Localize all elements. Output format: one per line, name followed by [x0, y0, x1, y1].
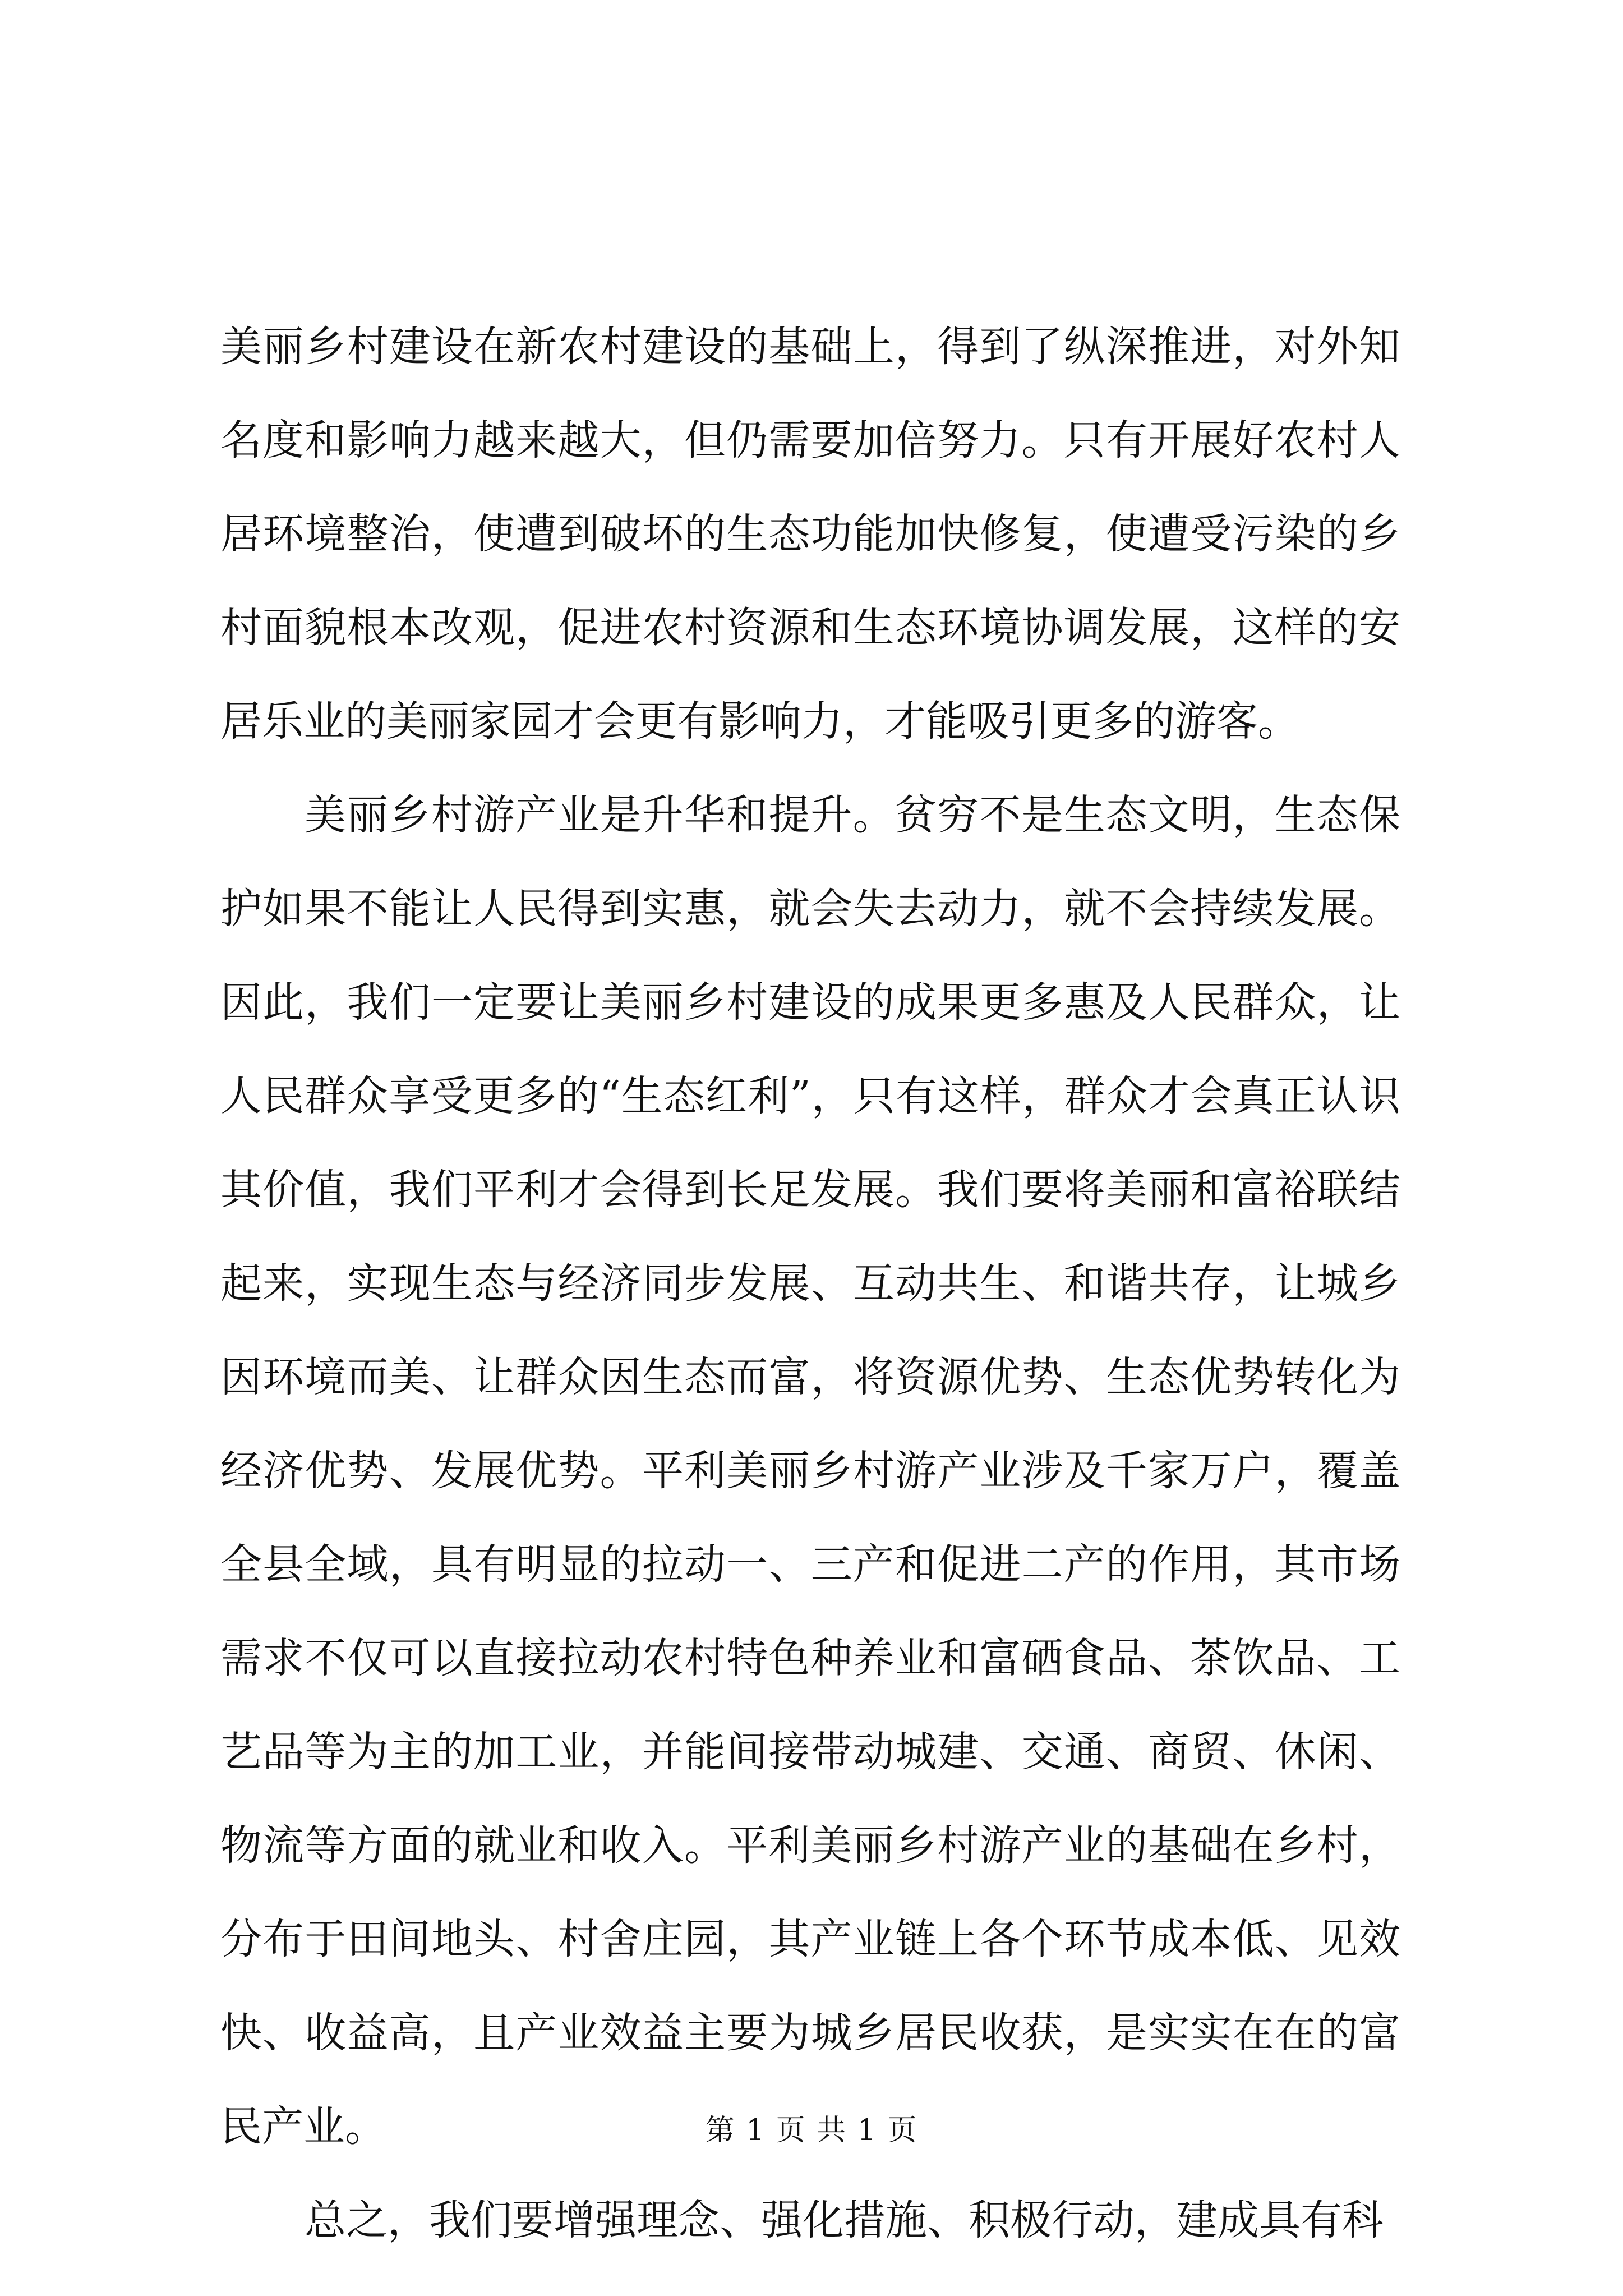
paragraph-1: 美丽乡村建设在新农村建设的基础上，得到了纵深推进，对外知名度和影响力越来越大，但仍需要加倍努力。只有开展好农村人居环境整治，使遭到破坏的生态功能加快修复，使遭受污染的乡村面貌根本改观，促进农村资源和生态环境协调发展，这样的安居乐业的美丽家园才会更有影响力，才能吸引更多的游客。 [220, 323, 1400, 746]
paragraph-3: 总之，我们要增强理念、强化措施、积极行动，建成具有科 [305, 2196, 1384, 2244]
paragraph-2: 美丽乡村游产业是升华和提升。贫穷不是生态文明，生态保护如果不能让人民得到实惠，就会失去动力，就不会持续发展。因此，我们一定要让美丽乡村建设的成果更多惠及人民群众，让人民群众享受更多的“生态红利”，只有这样，群众才会真正认识其价值，我们平利才会得到长足发展。我们要将美丽和富裕联结起来，实现生态与经济同步发展、互动共生、和谐共存，让城乡因环境而美、让群众因生态而富，将资源优势、生态优势转化为经济优势、发展优势。平利美丽乡村游产业涉及千家万户，覆盖全县全域，具有明显的拉动一、三产和促进二产的作用，其市场需求不仅可以直接拉动农村特色种养业和富硒食品、茶饮品、工艺品等为主的加工业，并能间接带动城建、交通、商贸、休闲、物流等方面的就业和收入。平利美丽乡村游产业的基础在乡村，分布于田间地头、村舍庄园，其产业链上各个环节成本低、见效快、收益高，且产业效益主要为城乡居民收获，是实实在在的富民产业。 [220, 791, 1400, 2151]
page-footer: 第 1 页 共 1 页 [705, 2114, 918, 2147]
body-text [220, 300, 1400, 2267]
